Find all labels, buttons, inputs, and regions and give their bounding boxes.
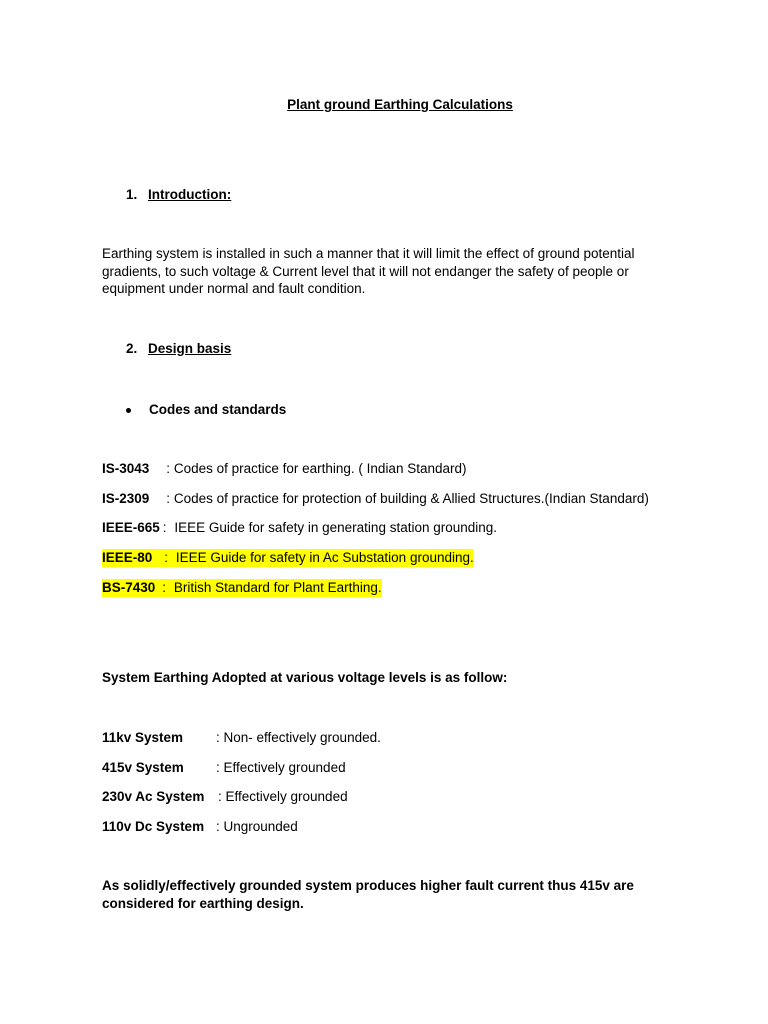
- standard-code: IEEE-665: [102, 520, 160, 535]
- section-2-heading: [126, 340, 231, 358]
- section-1-heading: [126, 186, 231, 204]
- system-row: [102, 729, 381, 747]
- standard-desc: Codes of practice for protection of building & Allied Structures.(Indian Standard): [173, 491, 649, 506]
- standard-code: IEEE-80: [102, 550, 153, 565]
- system-row: [102, 788, 348, 806]
- standard-separator: :: [162, 580, 167, 595]
- section-2-title: Design basis: [148, 341, 232, 356]
- standard-code: IS-2309: [102, 491, 150, 506]
- system-name: 230v Ac System: [102, 789, 205, 804]
- standard-row-highlighted: [102, 579, 382, 597]
- conclusion-paragraph: As solidly/effectively grounded system produces higher fault current thus 415v are considered for earthing design.: [102, 878, 634, 911]
- bullet-label: Codes and standards: [149, 402, 287, 417]
- system-name: 415v System: [102, 760, 184, 775]
- standard-separator: :: [164, 550, 169, 565]
- standard-row: [102, 460, 467, 478]
- system-name: 110v Dc System: [102, 819, 205, 834]
- standard-code: BS-7430: [102, 580, 156, 595]
- system-desc: : Effectively grounded: [216, 760, 346, 775]
- standard-desc: IEEE Guide for safety in generating station grounding.: [174, 520, 498, 535]
- section-2-number: 2.: [126, 341, 138, 356]
- intro-paragraph: Earthing system is installed in such a manner that it will limit the effect of ground potential gradients, to such voltage & Current level that it will not endanger the safety of people or equipment under normal and fault condition.: [102, 246, 635, 296]
- standard-code: IS-3043: [102, 461, 150, 476]
- standard-desc: IEEE Guide for safety in Ac Substation grounding.: [175, 550, 474, 565]
- standard-desc: Codes of practice for earthing. ( Indian Standard): [173, 461, 467, 476]
- system-desc: : Ungrounded: [216, 819, 298, 834]
- standard-separator: :: [162, 520, 167, 535]
- standard-row-highlighted: [102, 549, 474, 567]
- system-desc: : Non- effectively grounded.: [216, 730, 381, 745]
- standard-separator: :: [166, 491, 171, 506]
- standard-desc: British Standard for Plant Earthing.: [173, 580, 382, 595]
- system-row: [102, 759, 346, 777]
- page-title: Plant ground Earthing Calculations: [287, 97, 513, 112]
- system-earthing-heading: System Earthing Adopted at various voltage levels is as follow:: [102, 670, 508, 685]
- standard-row: [102, 490, 649, 508]
- bullet-dot-icon: [126, 408, 131, 413]
- standard-separator: :: [166, 461, 171, 476]
- section-1-title: Introduction:: [148, 187, 232, 202]
- system-row: [102, 818, 298, 836]
- system-desc: : Effectively grounded: [218, 789, 348, 804]
- section-1-number: 1.: [126, 187, 138, 202]
- system-name: 11kv System: [102, 730, 184, 745]
- standard-row: [102, 519, 497, 537]
